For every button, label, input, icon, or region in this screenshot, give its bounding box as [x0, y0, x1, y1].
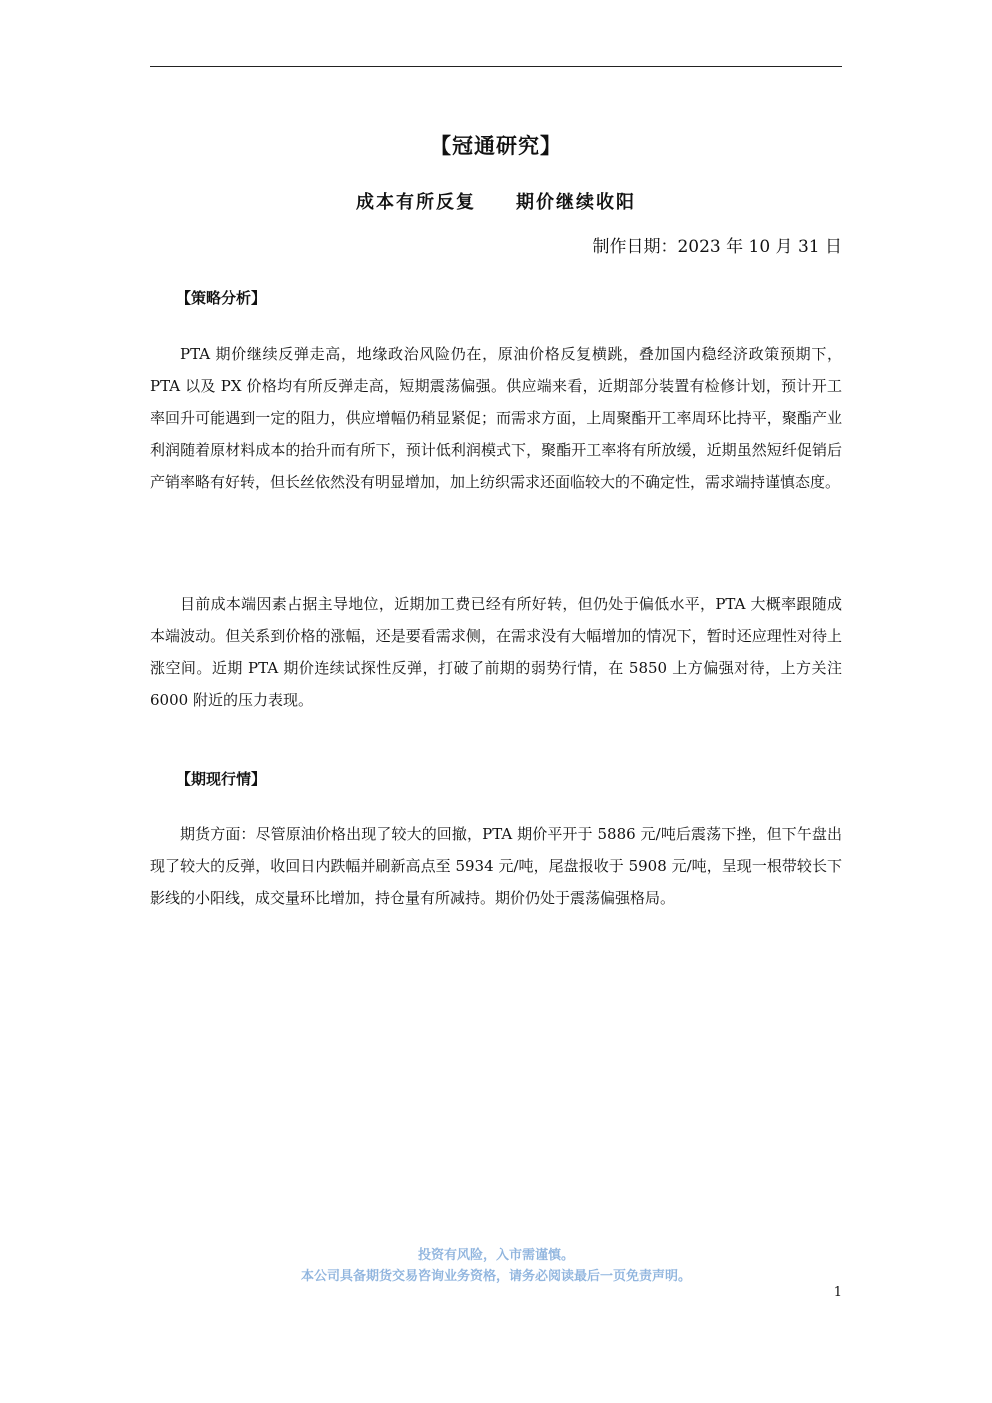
title-part-2: 期价继续收阳: [516, 192, 636, 213]
market-heading: 【期现行情】: [176, 770, 267, 788]
report-title: [150, 188, 842, 214]
page-number: 1: [833, 1285, 842, 1300]
strategy-paragraph-1: PTA 期价继续反弹走高，地缘政治风险仍在，原油价格反复横跳，叠加国内稳经济政策预期下，PTA 以及 PX 价格均有所反弹走高，短期震荡偏强。供应端来看，近期部分装置有检修计划，预计开工率回升可能遇到一定的阻力，供应增幅仍稍显紧促；而需求方面，上周聚酯开工率周环比持平，聚酯产业利润随着原材料成本的抬升而有所下，预计低利润模式下，聚酯开工率将有所放缓，近期虽然短纤促销后产销率略有好转，但长丝依然没有明显增加，加上纺织需求还面临较大的不确定性，需求端持谨慎态度。: [150, 345, 842, 491]
report-date: 制作日期：2023 年 10 月 31 日: [592, 237, 842, 257]
risk-notice: 投资有风险，入市需谨慎。: [417, 1248, 574, 1263]
strategy-heading: 【策略分析】: [176, 289, 267, 307]
title-part-1: 成本有所反复: [356, 192, 476, 213]
qualification-notice: 本公司具备期货交易咨询业务资格，请务必阅读最后一页免责声明。: [300, 1269, 691, 1284]
org-label: 【冠通研究】: [430, 133, 562, 158]
strategy-paragraph-2: 目前成本端因素占据主导地位，近期加工费已经有所好转，但仍处于偏低水平，PTA 大概率跟随成本端波动。但关系到价格的涨幅，还是要看需求侧，在需求没有大幅增加的情况下，暂时还应理性对待上涨空间。近期 PTA 期价连续试探性反弹，打破了前期的弱势行情，在 5850 上方偏强对待，上方关注 6000 附近的压力表现。: [150, 595, 842, 709]
header-rule: [150, 66, 842, 67]
market-paragraph-1: 期货方面：尽管原油价格出现了较大的回撤，PTA 期价平开于 5886 元/吨后震荡下挫，但下午盘出现了较大的反弹，收回日内跌幅并刷新高点至 5934 元/吨，尾盘报收于 5908 元/吨，呈现一根带较长下影线的小阳线，成交量环比增加，持仓量有所减持。期价仍处于震荡偏强格局。: [150, 825, 842, 907]
